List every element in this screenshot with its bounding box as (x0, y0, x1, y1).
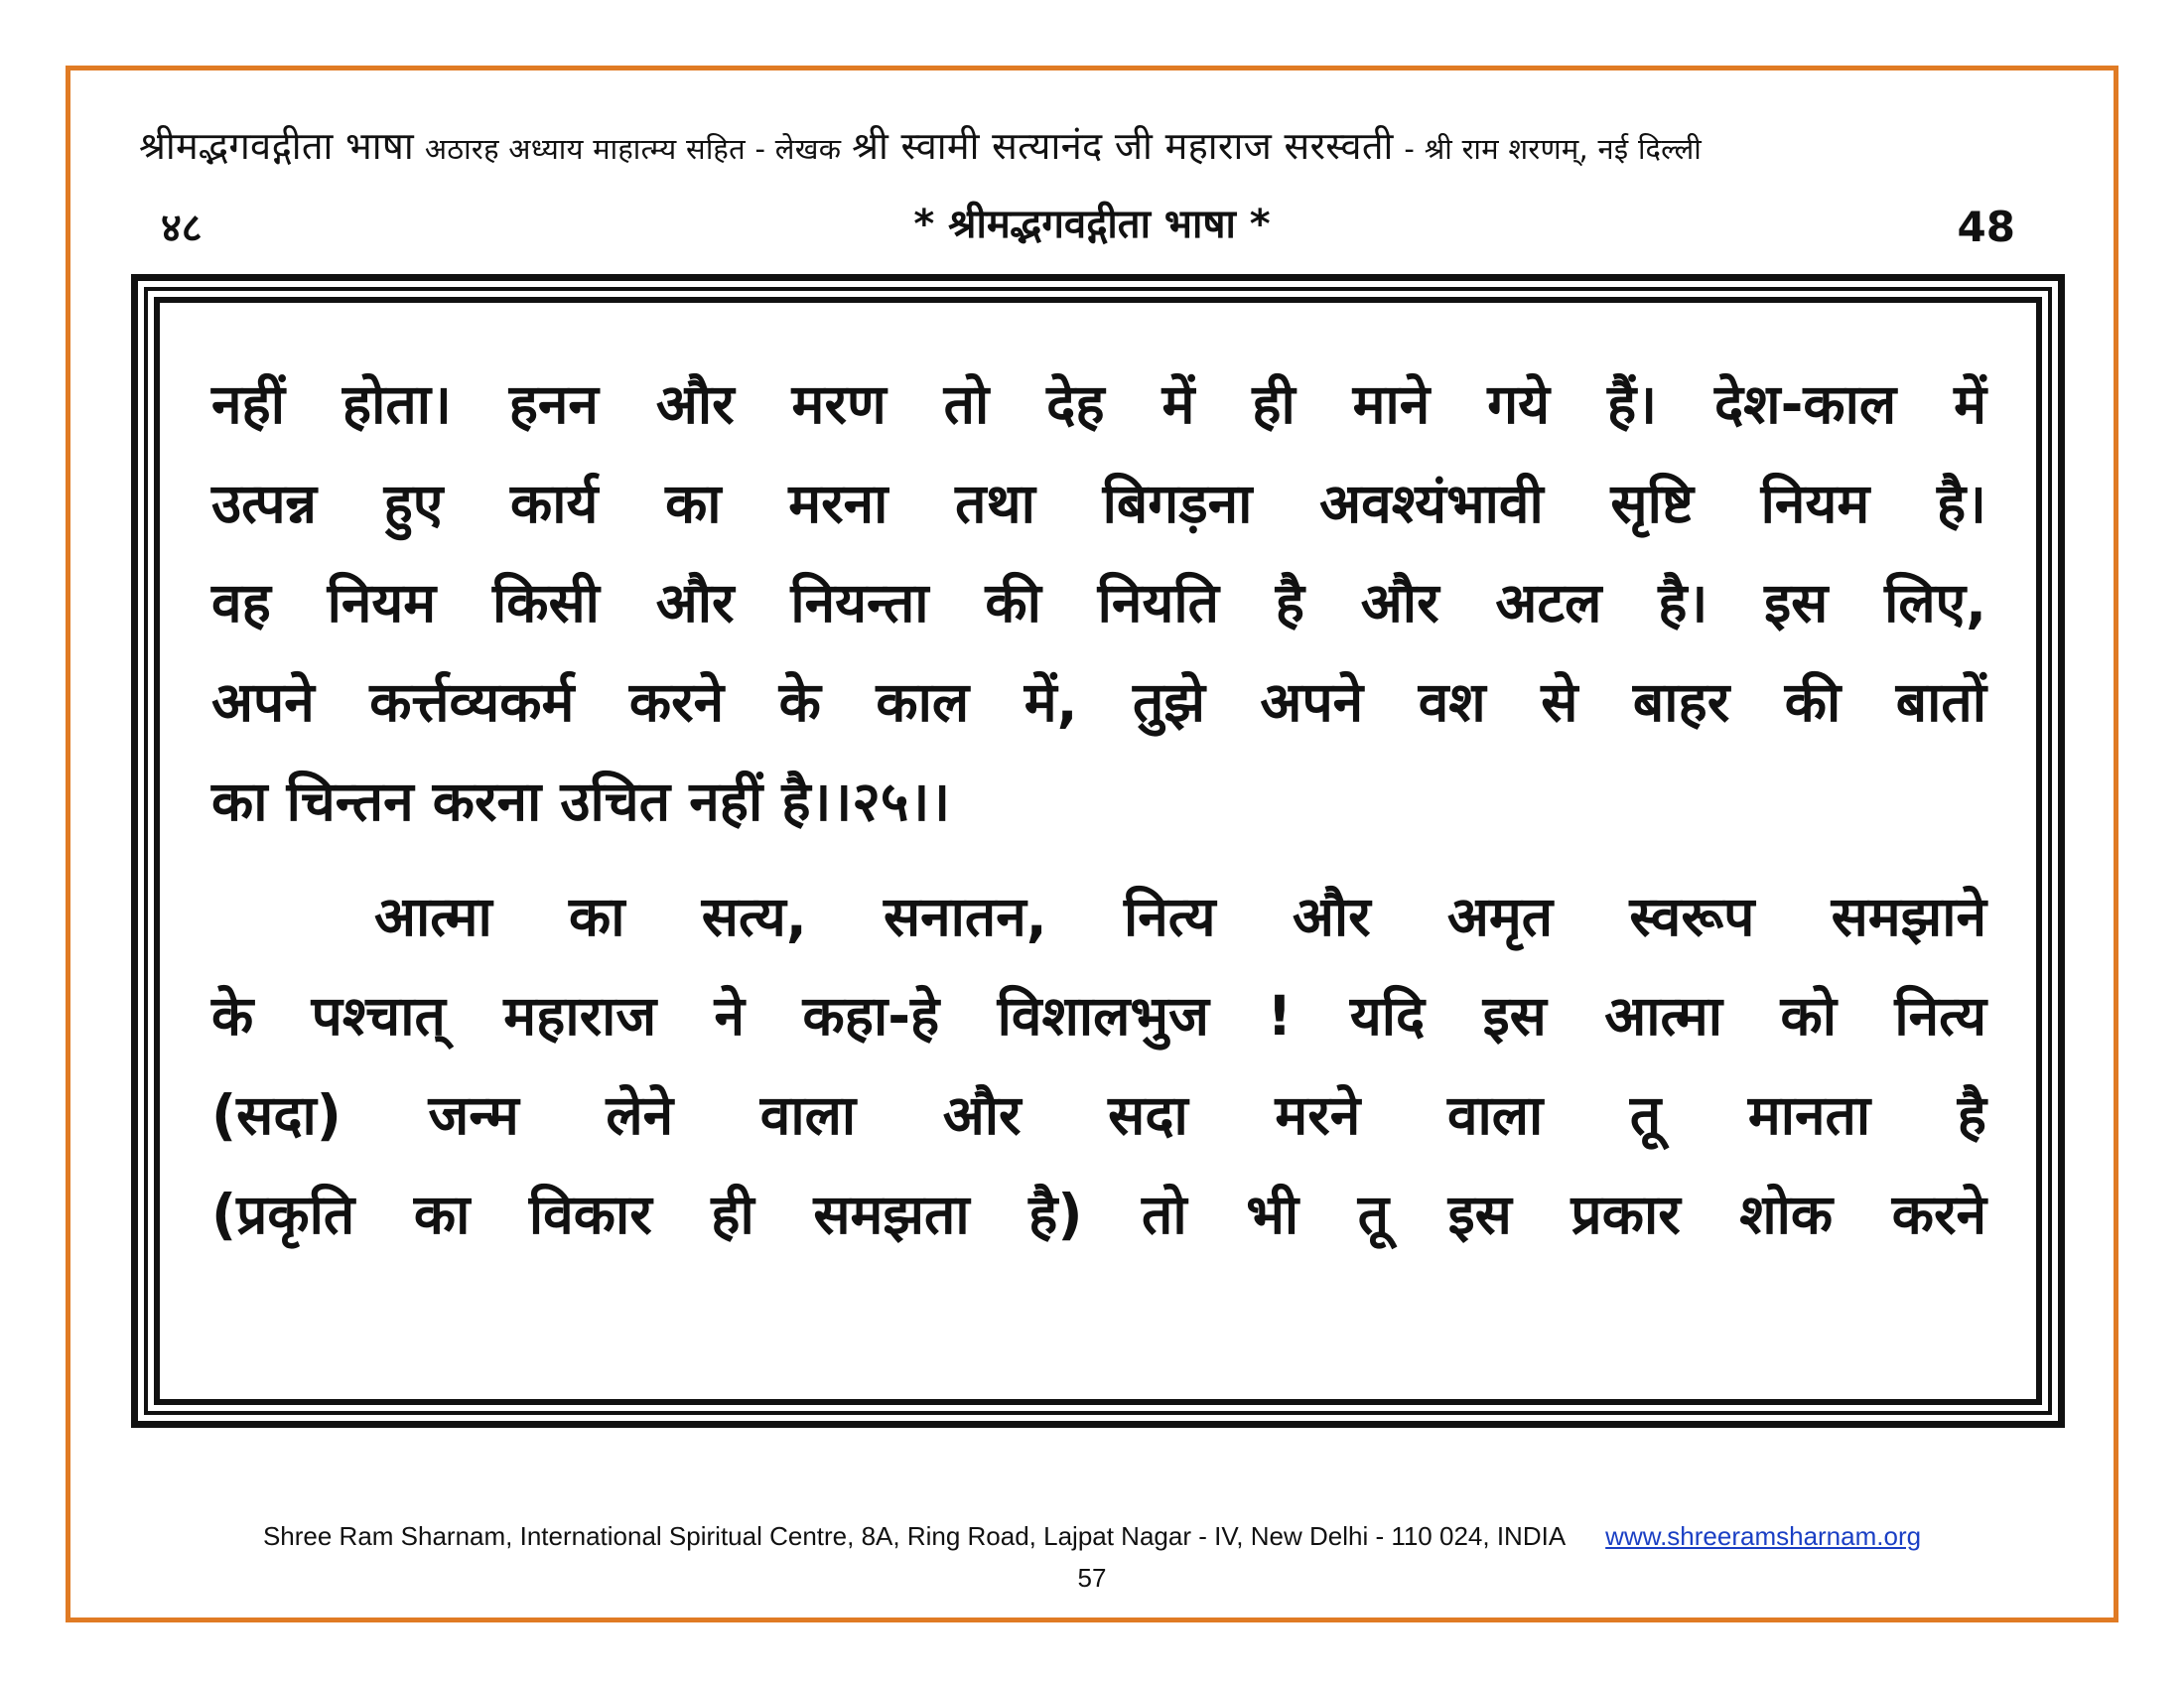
header-publisher: - श्री राम शरणम्, नई दिल्ली (1404, 132, 1703, 166)
text-line: का चिन्तन करना उचित नहीं है।।२५।। (211, 770, 951, 833)
text-line: आत्मा का सत्य, सनातन, नित्य और अमृत स्वरूप समझाने (374, 885, 1986, 948)
paragraph-2 (211, 867, 1986, 1264)
page-number: 48 (1957, 203, 2015, 251)
footer-page-number: 57 (1077, 1563, 1107, 1593)
text-line: (प्रकृति का विकार ही समझता है) तो भी तू इस प्रकार शोक करने (211, 1183, 1986, 1246)
paragraph-1 (211, 354, 1986, 851)
page-number-devanagari: ४८ (161, 206, 203, 251)
document-header (139, 119, 2055, 171)
text-box-outer-border (131, 274, 2065, 1428)
text-box-middle-border (144, 287, 2052, 1415)
text-line: (सदा) जन्म लेने वाला और सदा मरने वाला तू मानता है (211, 1083, 1986, 1147)
footer-address: Shree Ram Sharnam, International Spiritual Centre, 8A, Ring Road, Lajpat Nagar - IV, New Delhi - 110 024, INDIA (262, 1521, 1567, 1551)
text-line: नहीं होता। हनन और मरण तो देह में ही माने गये हैं। देश-काल में (211, 372, 1986, 436)
text-line: के पश्चात् महाराज ने कहा-हे विशालभुज ! यदि इस आत्मा को नित्य (211, 984, 1986, 1048)
text-line: अपने कर्त्तव्यकर्म करने के काल में, तुझे अपने वश से बाहर की बातों (211, 670, 1986, 734)
footer (0, 1521, 2184, 1552)
text-box (154, 297, 2042, 1405)
header-title-sub: अठारह अध्याय माहात्म्य सहित - लेखक (424, 132, 842, 166)
website-link[interactable]: www.shreeramsharnam.org (1605, 1521, 1922, 1551)
header-author: श्री स्वामी सत्यानंद जी महाराज सरस्वती (852, 124, 1394, 168)
running-title: * श्रीमद्भगवद्गीता भाषा * (913, 202, 1271, 247)
text-line: वह नियम किसी और नियन्ता की नियति है और अटल है। इस लिए, (211, 571, 1986, 634)
header-title-main: श्रीमद्भगवद्गीता भाषा (139, 124, 415, 168)
text-line: उत्पन्न हुए कार्य का मरना तथा बिगड़ना अवश्यंभावी सृष्टि नियम है। (211, 472, 1986, 535)
